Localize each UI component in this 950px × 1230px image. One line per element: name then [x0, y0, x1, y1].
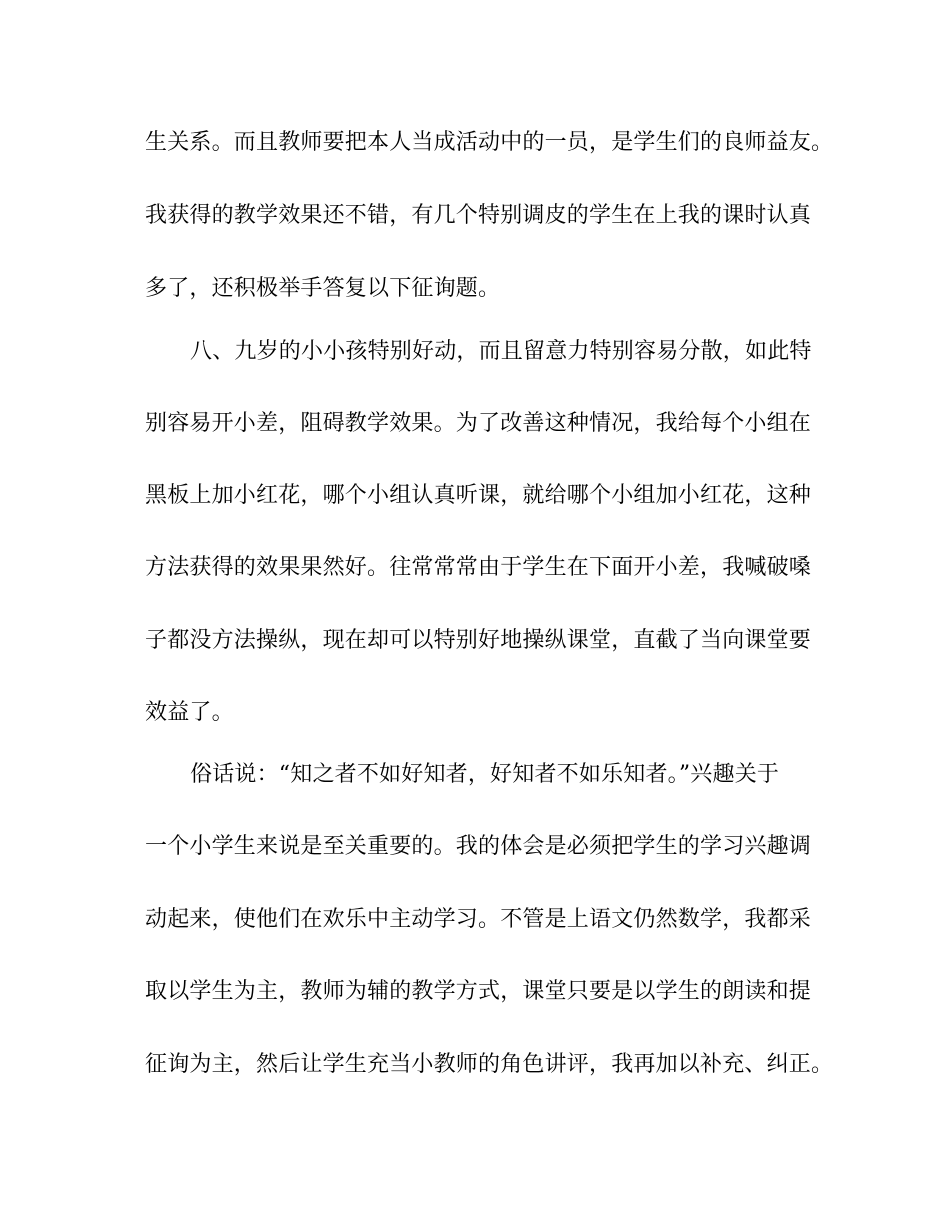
text-line: 生关系。而且教师要把本人当成活动中的一员，是学生们的良师益友。: [145, 130, 834, 155]
text-line: 别容易开小差，阻碍教学效果。为了改善这种情况，我给每个小组在: [145, 411, 812, 436]
text-line: 方法获得的效果果然好。往常常常由于学生在下面开小差，我喊破嗓: [145, 555, 812, 580]
text-line: 效益了。: [145, 700, 234, 725]
text-line: 动起来，使他们在欢乐中主动学习。不管是上语文仍然数学，我都采: [145, 907, 812, 932]
text-line: 征询为主，然后让学生充当小教师的角色讲评，我再加以补充、纠正。: [145, 1052, 834, 1077]
text-line: 黑板上加小红花，哪个小组认真听课，就给哪个小组加小红花，这种: [145, 483, 812, 508]
text-line: 一个小学生来说是至关重要的。我的体会是必须把学生的学习兴趣调: [145, 834, 812, 859]
text-line: 多了，还积极举手答复以下征询题。: [145, 276, 501, 301]
text-line: 我获得的教学效果还不错，有几个特别调皮的学生在上我的课时认真: [145, 203, 812, 228]
paragraph-start-line: 俗话说：“知之者不如好知者，好知者不如乐知者。”兴趣关于: [190, 762, 780, 787]
text-line: 子都没方法操纵，现在却可以特别好地操纵课堂，直截了当向课堂要: [145, 628, 812, 653]
paragraph-start-line: 八、九岁的小小孩特别好动，而且留意力特别容易分散，如此特: [190, 339, 812, 364]
text-line: 取以学生为主，教师为辅的教学方式，课堂只要是以学生的朗读和提: [145, 979, 812, 1004]
